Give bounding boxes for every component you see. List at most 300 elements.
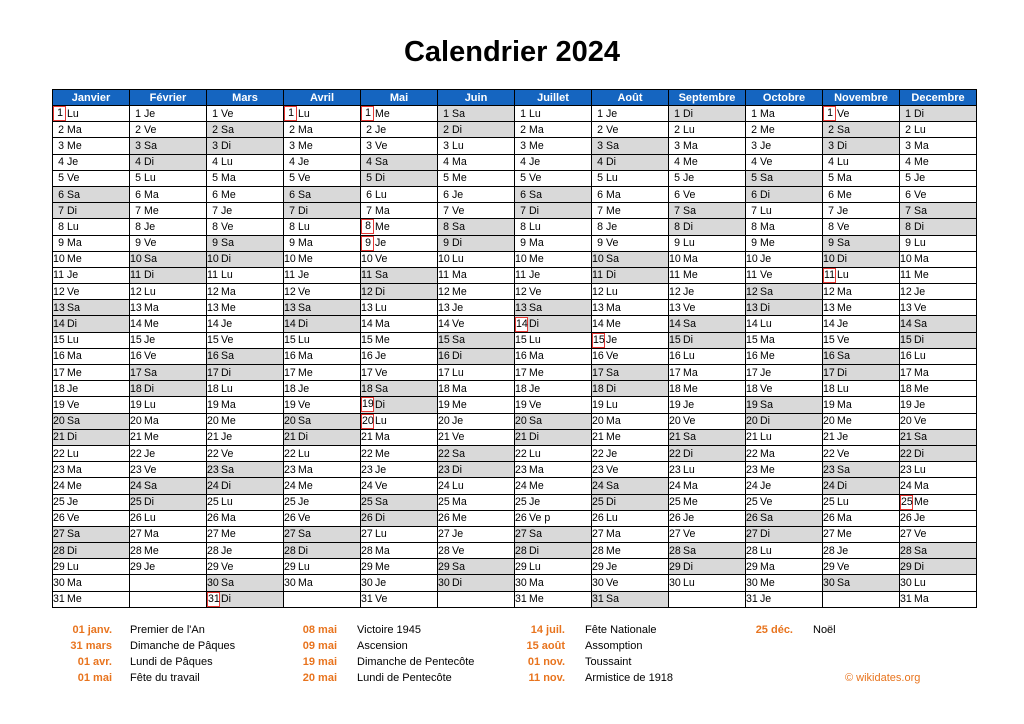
day-number: 26 (823, 512, 835, 525)
year-calendar-table (52, 89, 977, 608)
weekday-label: Me (375, 447, 390, 460)
weekday-label: Ma (760, 334, 775, 347)
day-cell (438, 106, 515, 122)
day-cell (284, 284, 361, 300)
day-number: 26 (361, 512, 373, 525)
day-cell (284, 348, 361, 364)
day-number: 25 (207, 496, 219, 509)
day-number: 22 (592, 447, 604, 460)
weekday-label: Di (606, 156, 617, 169)
day-cell (53, 106, 130, 122)
day-number: 30 (746, 577, 758, 590)
weekday-label: Ve (606, 463, 619, 476)
day-number: 6 (751, 188, 757, 201)
day-number: 21 (284, 431, 296, 444)
weekday-label: Ma (606, 415, 621, 428)
day-number: 28 (207, 544, 219, 557)
weekday-label: Ma (683, 253, 698, 266)
weekday-label: Ve (298, 285, 311, 298)
day-number: 5 (289, 172, 295, 185)
day-cell (207, 559, 284, 575)
day-cell (53, 122, 130, 138)
weekday-label: Ma (606, 188, 621, 201)
day-number: 5 (366, 172, 372, 185)
day-cell (592, 526, 669, 542)
weekday-label: Je (67, 496, 79, 509)
weekday-label: Ve (221, 107, 234, 120)
day-number: 5 (520, 172, 526, 185)
day-number: 22 (207, 447, 219, 460)
day-number: 21 (438, 431, 450, 444)
weekday-label: Di (452, 350, 463, 363)
day-number: 2 (520, 123, 526, 136)
day-number: 23 (592, 463, 604, 476)
day-cell (746, 365, 823, 381)
weekday-label: Ve (606, 123, 619, 136)
weekday-label: Lu (375, 415, 387, 428)
weekday-label: Me (67, 366, 82, 379)
day-cell (284, 397, 361, 413)
day-number: 9 (905, 237, 911, 250)
day-cell (207, 154, 284, 170)
day-cell (515, 332, 592, 348)
weekday-label: Me (375, 334, 390, 347)
day-number: 6 (828, 188, 834, 201)
day-cell (823, 510, 900, 526)
day-cell (361, 300, 438, 316)
month-header: Juin (438, 90, 515, 106)
weekday-label: Me (683, 382, 698, 395)
weekday-label: Lu (144, 512, 156, 525)
weekday-label: Lu (221, 382, 233, 395)
day-number: 14 (438, 318, 450, 331)
day-number: 9 (212, 237, 218, 250)
day-cell (53, 300, 130, 316)
day-number: 21 (130, 431, 142, 444)
weekday-label: Me (529, 253, 544, 266)
weekday-label: Ve (837, 447, 850, 460)
weekday-label: Di (144, 496, 155, 509)
weekday-label: Ve (914, 301, 927, 314)
month-header: Avril (284, 90, 361, 106)
day-number: 5 (674, 172, 680, 185)
day-number: 26 (669, 512, 681, 525)
weekday-label: Ve (529, 398, 542, 411)
day-cell (746, 284, 823, 300)
day-number: 5 (135, 172, 141, 185)
day-number: 7 (443, 204, 449, 217)
day-cell (284, 300, 361, 316)
day-cell (746, 526, 823, 542)
weekday-label: Me (529, 139, 544, 152)
day-number: 17 (746, 366, 758, 379)
day-number: 21 (361, 431, 373, 444)
day-cell (746, 154, 823, 170)
day-number: 21 (823, 431, 835, 444)
weekday-label: Lu (606, 172, 618, 185)
day-number: 19 (130, 398, 142, 411)
weekday-label: Me (914, 269, 929, 282)
month-header: Mai (361, 90, 438, 106)
weekday-label: Me (144, 318, 159, 331)
day-cell (669, 170, 746, 186)
day-number: 26 (207, 512, 219, 525)
weekday-label: Me (452, 172, 467, 185)
day-number: 2 (751, 123, 757, 136)
page-title: Calendrier 2024 (403, 36, 620, 68)
weekday-label: Di (144, 382, 155, 395)
weekday-label: Lu (221, 269, 233, 282)
weekday-label: Me (760, 237, 775, 250)
day-number: 28 (130, 544, 142, 557)
day-number: 3 (597, 139, 603, 152)
day-number: 7 (135, 204, 141, 217)
holiday-name: Lundi de Pentecôte (357, 672, 452, 684)
day-cell (823, 267, 900, 283)
weekday-label: Je (606, 107, 618, 120)
weekday-label: Di (837, 253, 848, 266)
weekday-label: Sa (375, 156, 388, 169)
day-number: 8 (828, 220, 834, 233)
day-cell (284, 381, 361, 397)
day-number: 3 (212, 139, 218, 152)
day-number: 31 (361, 593, 373, 606)
day-number: 20 (207, 415, 219, 428)
day-cell (669, 154, 746, 170)
weekday-label: Lu (837, 382, 849, 395)
day-number: 13 (515, 301, 527, 314)
weekday-label: Me (606, 318, 621, 331)
day-number: 4 (212, 156, 218, 169)
weekday-label: Je (683, 398, 695, 411)
weekday-label: Sa (529, 528, 542, 541)
weekday-label: Ve (606, 577, 619, 590)
day-number: 3 (58, 139, 64, 152)
weekday-label: Ve (144, 237, 157, 250)
day-number: 21 (53, 431, 65, 444)
weekday-label: Sa (837, 350, 850, 363)
weekday-label: Me (683, 496, 698, 509)
weekday-label: Me (760, 577, 775, 590)
day-cell (207, 284, 284, 300)
weekday-label: Sa (375, 382, 388, 395)
weekday-label: Me (760, 123, 775, 136)
weekday-label: Je (67, 269, 79, 282)
day-cell (130, 284, 207, 300)
day-number: 29 (823, 560, 835, 573)
weekday-label: Sa (221, 237, 234, 250)
day-cell (592, 348, 669, 364)
weekday-label: Ve (375, 479, 388, 492)
day-number: 19 (515, 398, 527, 411)
day-cell (207, 575, 284, 591)
weekday-label: Lu (683, 237, 695, 250)
day-number: 25 (361, 496, 373, 509)
weekday-label: Sa (529, 415, 542, 428)
day-row (53, 543, 977, 559)
day-cell (669, 106, 746, 122)
day-cell (361, 203, 438, 219)
day-number: 20 (515, 415, 527, 428)
day-cell (207, 413, 284, 429)
weekday-label: Sa (452, 334, 465, 347)
day-number: 8 (597, 220, 603, 233)
weekday-label: Sa (452, 447, 465, 460)
day-number: 10 (284, 253, 296, 266)
day-number: 4 (289, 156, 295, 169)
day-number: 19 (900, 398, 912, 411)
weekday-label: Me (914, 156, 929, 169)
weekday-label: Ve (914, 415, 927, 428)
weekday-label: Di (683, 447, 694, 460)
day-cell (900, 300, 977, 316)
day-number: 12 (130, 285, 142, 298)
day-number: 20 (746, 415, 758, 428)
day-number: 10 (361, 253, 373, 266)
weekday-label: Je (914, 512, 926, 525)
weekday-label: Di (683, 334, 694, 347)
day-number: 23 (207, 463, 219, 476)
day-number: 16 (900, 350, 912, 363)
weekday-label: Ve (760, 156, 773, 169)
weekday-label: Di (683, 220, 694, 233)
day-cell (53, 575, 130, 591)
day-cell (823, 526, 900, 542)
weekday-label: Ma (683, 479, 698, 492)
day-number: 1 (520, 107, 526, 120)
day-number: 13 (592, 301, 604, 314)
day-number: 2 (366, 123, 372, 136)
weekday-label: Di (914, 334, 925, 347)
day-number: 20 (130, 415, 142, 428)
weekday-label: Lu (375, 301, 387, 314)
day-cell (823, 494, 900, 510)
day-number: 1 (674, 107, 680, 120)
weekday-label: Ve (683, 188, 696, 201)
holiday-name: Fête Nationale (585, 624, 657, 636)
day-number: 2 (674, 123, 680, 136)
day-cell (669, 397, 746, 413)
day-cell (130, 559, 207, 575)
source-credit[interactable]: © wikidates.org (845, 672, 921, 684)
day-number: 28 (592, 544, 604, 557)
day-cell (207, 397, 284, 413)
weekday-label: Me (683, 156, 698, 169)
weekday-label: Sa (914, 431, 927, 444)
day-number: 26 (900, 512, 912, 525)
day-number: 29 (130, 560, 142, 573)
day-number: 7 (751, 204, 757, 217)
day-cell (207, 138, 284, 154)
holiday-day-number: 1 (361, 106, 374, 121)
day-cell (900, 203, 977, 219)
weekday-label: Lu (529, 107, 541, 120)
day-number: 17 (592, 366, 604, 379)
weekday-label: Di (529, 204, 540, 217)
weekday-label: Me (67, 253, 82, 266)
holiday-name: Fête du travail (130, 672, 200, 684)
weekday-label: Lu (914, 123, 926, 136)
weekday-label: Ve (683, 301, 696, 314)
day-cell (592, 381, 669, 397)
day-number: 12 (592, 285, 604, 298)
weekday-label: Sa (452, 220, 465, 233)
day-cell (207, 494, 284, 510)
day-cell (361, 365, 438, 381)
weekday-label: Di (529, 544, 540, 557)
day-cell (746, 186, 823, 202)
day-cell (361, 348, 438, 364)
day-cell (361, 235, 438, 251)
day-cell (361, 332, 438, 348)
weekday-label: Je (606, 220, 618, 233)
day-cell (438, 543, 515, 559)
weekday-label: Ve (221, 560, 234, 573)
day-cell (823, 559, 900, 575)
weekday-label: Ma (67, 577, 82, 590)
weekday-label: Me (452, 512, 467, 525)
day-cell (53, 413, 130, 429)
day-number: 29 (438, 560, 450, 573)
weekday-label: Ma (914, 366, 929, 379)
day-cell (515, 462, 592, 478)
month-header: Septembre (669, 90, 746, 106)
day-number: 22 (438, 447, 450, 460)
day-number: 31 (515, 593, 527, 606)
weekday-label: Je (144, 107, 156, 120)
weekday-label: Me (67, 593, 82, 606)
day-cell (515, 219, 592, 235)
weekday-label: Ma (298, 463, 313, 476)
weekday-label: Sa (760, 285, 773, 298)
day-row (53, 332, 977, 348)
day-cell (130, 397, 207, 413)
day-number: 22 (515, 447, 527, 460)
day-number: 2 (289, 123, 295, 136)
weekday-label: Me (452, 398, 467, 411)
weekday-label: Je (837, 204, 849, 217)
day-cell (53, 445, 130, 461)
weekday-label: Di (760, 415, 771, 428)
holiday-date: 15 août (526, 640, 565, 652)
weekday-label: Me (606, 204, 621, 217)
weekday-label: Me (529, 593, 544, 606)
day-cell (669, 138, 746, 154)
weekday-label: Sa (298, 528, 311, 541)
day-cell (592, 591, 669, 607)
weekday-label: Ma (914, 139, 929, 152)
day-number: 10 (669, 253, 681, 266)
holiday-date: 11 nov. (528, 672, 565, 684)
day-cell (515, 106, 592, 122)
weekday-label: Lu (298, 334, 310, 347)
weekday-label: Me (452, 285, 467, 298)
holiday-day-number: 1 (53, 106, 66, 121)
holiday-day-number: 19 (362, 398, 374, 411)
day-cell (438, 494, 515, 510)
day-number: 15 (130, 334, 142, 347)
weekday-label: Je (529, 382, 541, 395)
day-cell (207, 219, 284, 235)
weekday-label: Di (837, 479, 848, 492)
day-cell (746, 219, 823, 235)
weekday-label: Di (683, 107, 694, 120)
day-cell (53, 284, 130, 300)
day-row (53, 251, 977, 267)
day-number: 14 (746, 318, 758, 331)
day-cell (361, 397, 438, 413)
weekday-label: Ve (221, 220, 234, 233)
day-cell (53, 235, 130, 251)
day-row (53, 526, 977, 542)
day-number: 27 (130, 528, 142, 541)
weekday-label: Ve (298, 172, 311, 185)
day-number: 30 (361, 577, 373, 590)
day-number: 9 (751, 237, 757, 250)
day-number: 22 (130, 447, 142, 460)
weekday-label: Je (298, 156, 310, 169)
day-cell (746, 510, 823, 526)
day-number: 18 (746, 382, 758, 395)
day-cell (207, 543, 284, 559)
day-cell (438, 186, 515, 202)
day-row (53, 397, 977, 413)
day-number: 2 (135, 123, 141, 136)
day-number: 26 (53, 512, 65, 525)
weekday-label: Je (298, 269, 310, 282)
day-cell (900, 106, 977, 122)
day-cell (746, 559, 823, 575)
day-cell (900, 543, 977, 559)
weekday-label: Lu (221, 496, 233, 509)
day-cell (592, 235, 669, 251)
day-row (53, 203, 977, 219)
day-number: 24 (361, 479, 373, 492)
weekday-label: Sa (606, 479, 619, 492)
day-cell (207, 445, 284, 461)
empty-cell (438, 591, 515, 607)
day-cell (284, 267, 361, 283)
day-number: 19 (669, 398, 681, 411)
weekday-label: Di (144, 269, 155, 282)
day-cell (515, 591, 592, 607)
day-cell (592, 316, 669, 332)
day-cell (130, 429, 207, 445)
day-cell (130, 267, 207, 283)
day-number: 5 (597, 172, 603, 185)
weekday-label: Ve (529, 172, 542, 185)
day-number: 16 (284, 350, 296, 363)
day-number: 25 (53, 496, 65, 509)
day-cell (438, 332, 515, 348)
day-number: 8 (58, 220, 64, 233)
day-row (53, 316, 977, 332)
day-number: 25 (130, 496, 142, 509)
day-cell (130, 106, 207, 122)
day-cell (669, 445, 746, 461)
day-number: 11 (438, 269, 449, 282)
day-number: 20 (823, 415, 835, 428)
weekday-label: Di (221, 366, 232, 379)
day-number: 12 (515, 285, 527, 298)
day-cell (284, 462, 361, 478)
weekday-label: Je (452, 528, 464, 541)
weekday-label: Di (606, 269, 617, 282)
weekday-label: Je (452, 415, 464, 428)
day-number: 18 (438, 382, 450, 395)
weekday-label: Ma (837, 512, 852, 525)
day-cell (438, 316, 515, 332)
